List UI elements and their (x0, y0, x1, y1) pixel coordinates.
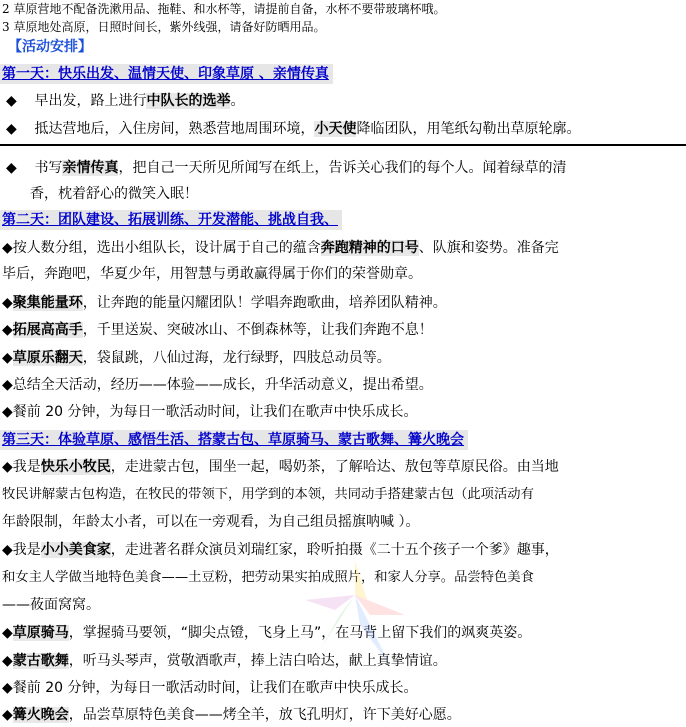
text: ，品尝草原特色美食——烤全羊，放飞孔明灯，许下美好心愿。 (68, 707, 461, 723)
day1-item-3-cont: 香，枕着舒心的微笑入眠！ (30, 186, 198, 202)
text: 书写 (34, 160, 63, 176)
text: 我是 (12, 542, 41, 558)
day3-item-5 (2, 677, 418, 699)
bullet-icon: ◆ (2, 322, 13, 338)
bullet-icon: ◆ (2, 240, 13, 256)
bullet-icon: ◆ (6, 121, 17, 137)
day2-item-3 (2, 319, 433, 341)
text: ，千里送炭、突破冰山、不倒森林等，让我们奔跑不息！ (82, 322, 433, 338)
day2-item-5 (2, 374, 433, 396)
highlight: 草原骑马 (12, 625, 69, 641)
text: 降临团队，用笔纸勾勒出草原轮廓。 (356, 121, 581, 137)
text: ，袋鼠跳，八仙过海，龙行绿野，四肢总动员等。 (82, 350, 391, 366)
day2-item-1 (2, 237, 559, 259)
watermark-logo-icon (300, 555, 410, 675)
day2-heading[interactable]: 第二天：团队建设、拓展训练、开发潜能、挑战自我、 (0, 210, 342, 230)
day3-item-1-cont2: 年龄限制，年龄太小者，可以在一旁观看，为自己组员摇旗呐喊 ）。 (2, 514, 420, 530)
bullet-icon: ◆ (2, 404, 13, 420)
text: ，把自己一天所见所闻写在纸上，告诉关心我们的每个人。闻着绿草的清 (118, 160, 567, 176)
day3-item-2-cont: 和女主人学做当地特色美食——土豆粉，把劳动果实拍成照片，和家人分享。品尝特色美食 (2, 570, 534, 585)
bullet-icon: ◆ (2, 542, 13, 558)
bullet-icon: ◆ (2, 377, 13, 393)
day1-item-2 (6, 118, 580, 140)
text: ，走进著名群众演员刘瑞红家，聆听拍摄《二十五个孩子一个爹》趣事， (110, 542, 559, 558)
bullet-icon: ◆ (2, 707, 13, 723)
day3-item-1-cont: 牧民讲解蒙古包构造，在牧民的带领下，用学到的本领，共同动手搭建蒙古包（此项活动有 (2, 487, 534, 502)
day3-item-2-cont2: ——莜面窝窝。 (2, 597, 100, 613)
day1-heading[interactable]: 第一天：快乐出发、温情天使、印象草原 、亲情传真 (0, 64, 333, 84)
bullet-icon: ◆ (2, 350, 13, 366)
bullet-icon: ◆ (2, 295, 13, 311)
bullet-icon: ◆ (2, 459, 13, 475)
text: ，走进蒙古包，围坐一起，喝奶茶，了解哈达、敖包等草原民俗。由当地 (110, 459, 559, 475)
highlight: 小天使 (314, 121, 357, 137)
text: ，听马头琴声，赏敬酒歌声，捧上洁白哈达，献上真挚情谊。 (68, 653, 447, 669)
day3-item-1 (2, 456, 559, 478)
note-line-2: 2 草原营地不配备洗漱用品、拖鞋、和水杯等，请提前自备，水杯不要带玻璃杯哦。 (2, 2, 446, 16)
text: 按人数分组，选出小组队长，设计属于自己的蕴含 (12, 240, 321, 256)
day2-item-6 (2, 401, 418, 423)
day3-item-2 (2, 539, 559, 561)
highlight: 亲情传真 (62, 160, 119, 176)
text: 总结全天活动，经历——体验——成长，升华活动意义，提出希望。 (12, 377, 433, 393)
bullet-icon: ◆ (6, 93, 17, 109)
highlight: 草原乐翻天 (12, 350, 83, 366)
day2-item-4 (2, 347, 391, 369)
bullet-icon: ◆ (6, 160, 17, 176)
day3-heading[interactable]: 第三天：体验草原、感悟生活、搭蒙古包、草原骑马、蒙古歌舞、篝火晚会 (0, 430, 468, 450)
highlight: 中队长的选举 (146, 93, 231, 109)
text: 早出发，路上进行 (34, 93, 147, 109)
bullet-icon: ◆ (2, 653, 13, 669)
highlight: 奔跑精神的口号 (320, 240, 419, 256)
day3-item-6 (2, 704, 461, 726)
note-line-3: 3 草原地处高原，日照时间长，紫外线强，请备好防晒用品。 (2, 20, 326, 34)
day2-item-2 (2, 292, 447, 314)
highlight: 小小美食家 (40, 542, 111, 558)
day3-item-3 (2, 622, 531, 644)
highlight: 聚集能量环 (12, 295, 83, 311)
highlight: 篝火晚会 (12, 707, 69, 723)
day1-item-1 (6, 90, 244, 112)
highlight: 拓展高高手 (12, 322, 83, 338)
text: 餐前 20 分钟，为每日一歌活动时间，让我们在歌声中快乐成长。 (12, 680, 418, 696)
bullet-icon: ◆ (2, 680, 13, 696)
text: 、队旗和姿势。准备完 (418, 240, 559, 256)
day2-item-1-cont: 毕后，奔跑吧，华夏少年，用智慧与勇敢赢得属于你们的荣誉勋章。 (2, 266, 422, 282)
highlight: 蒙古歌舞 (12, 653, 69, 669)
divider (0, 144, 686, 146)
highlight: 快乐小牧民 (40, 459, 111, 475)
day1-item-3 (6, 157, 566, 179)
bullet-icon: ◆ (2, 625, 13, 641)
text: 餐前 20 分钟，为每日一歌活动时间，让我们在歌声中快乐成长。 (12, 404, 418, 420)
section-title: 【活动安排】 (8, 39, 92, 55)
text: 我是 (12, 459, 41, 475)
text: ，让奔跑的能量闪耀团队！学唱奔跑歌曲，培养团队精神。 (82, 295, 447, 311)
text: ，掌握骑马要领，“脚尖点镫，飞身上马”，在马背上留下我们的飒爽英姿。 (68, 625, 532, 641)
text: 抵达营地后，入住房间，熟悉营地周围环境， (34, 121, 315, 137)
text: 。 (230, 93, 245, 109)
